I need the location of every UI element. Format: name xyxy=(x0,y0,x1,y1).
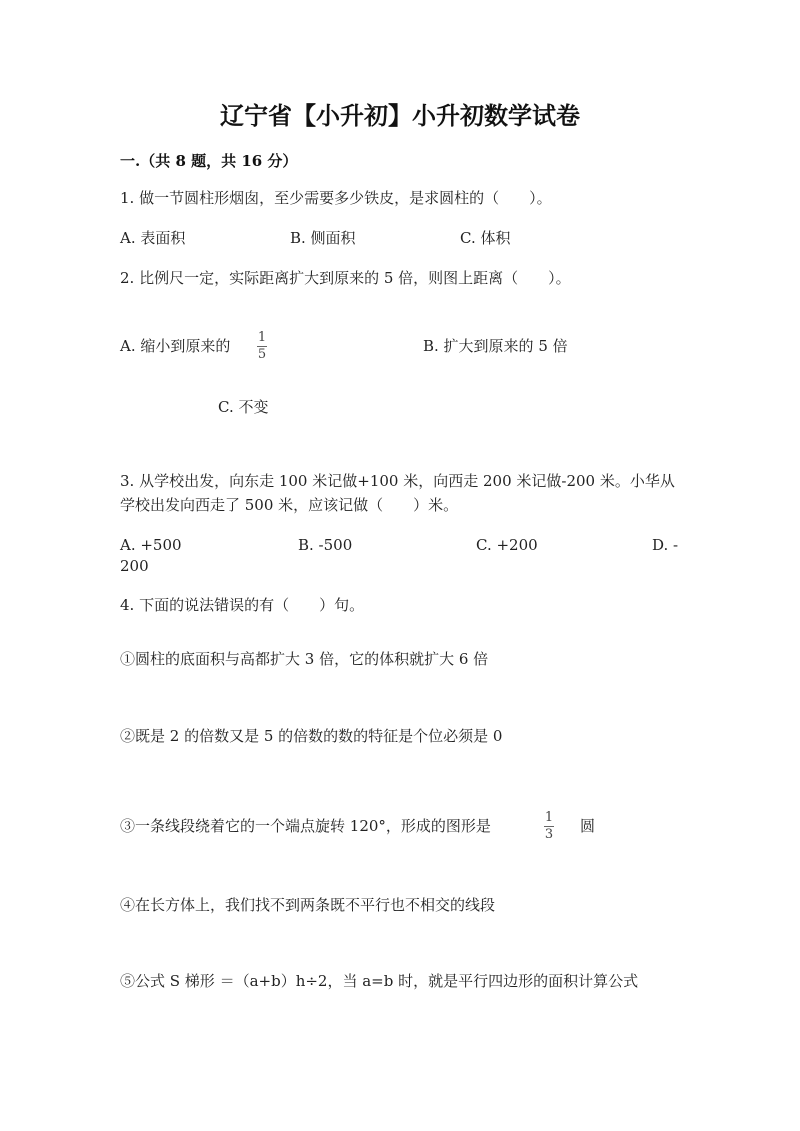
question-1-option-b: B. 侧面积 xyxy=(290,229,356,247)
question-3-stem-line1: 3. 从学校出发，向东走 100 米记做+100 米，向西走 200 米记做-200 米。小华从 xyxy=(120,472,675,490)
statement-3-fraction xyxy=(544,811,554,842)
statement-2: ②既是 2 的倍数又是 5 的倍数的数的特征是个位必须是 0 xyxy=(120,727,503,745)
question-1-option-c: C. 体积 xyxy=(460,229,511,247)
question-2-fraction xyxy=(257,331,267,362)
question-3-option-b: B. -500 xyxy=(298,536,353,554)
question-1-option-a: A. 表面积 xyxy=(120,229,186,247)
question-3-option-a: A. +500 xyxy=(120,536,182,554)
question-2-option-c: C. 不变 xyxy=(218,398,269,416)
question-3-option-d: D. - xyxy=(652,536,679,554)
question-3-stem-line2: 学校出发向西走了 500 米，应该记做（ ）米。 xyxy=(120,496,459,514)
fraction-numerator: 1 xyxy=(544,810,554,825)
page-title: 辽宁省【小升初】小升初数学试卷 xyxy=(220,101,580,130)
fraction-denominator: 5 xyxy=(257,347,267,362)
fraction-numerator: 1 xyxy=(257,330,267,345)
section-heading: 一.（共 8 题，共 16 分） xyxy=(120,152,298,170)
question-2-stem: 2. 比例尺一定，实际距离扩大到原来的 5 倍，则图上距离（ ）。 xyxy=(120,269,571,287)
question-4-stem: 4. 下面的说法错误的有（ ）句。 xyxy=(120,596,365,614)
question-3-option-d-cont: 200 xyxy=(120,557,149,575)
question-1-stem: 1. 做一节圆柱形烟囱，至少需要多少铁皮，是求圆柱的（ ）。 xyxy=(120,189,552,207)
statement-4: ④在长方体上，我们找不到两条既不平行也不相交的线段 xyxy=(120,896,496,914)
statement-3: ③一条线段绕着它的一个端点旋转 120°，形成的图形是 xyxy=(120,817,491,835)
question-2-option-a: A. 缩小到原来的 xyxy=(120,337,231,355)
question-3-option-c: C. +200 xyxy=(476,536,538,554)
question-2-option-b: B. 扩大到原来的 5 倍 xyxy=(423,337,568,355)
statement-1: ①圆柱的底面积与高都扩大 3 倍，它的体积就扩大 6 倍 xyxy=(120,650,489,668)
statement-5: ⑤公式 S 梯形 ＝（a+b）h÷2，当 a=b 时，就是平行四边形的面积计算公式 xyxy=(120,972,639,990)
fraction-denominator: 3 xyxy=(544,827,554,842)
statement-3-suffix: 圆 xyxy=(580,817,596,835)
